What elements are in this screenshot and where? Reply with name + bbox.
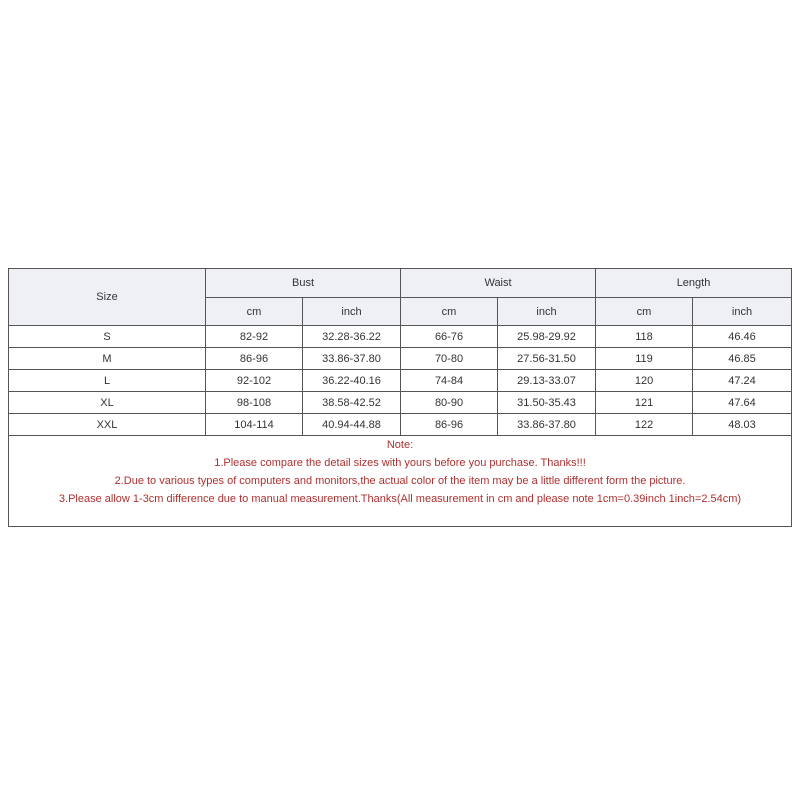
table-cell: 119: [596, 348, 693, 370]
table-cell: 80-90: [401, 392, 498, 414]
size-cell: M: [9, 348, 206, 370]
table-cell: 31.50-35.43: [498, 392, 596, 414]
unit-header: cm: [596, 298, 693, 326]
note-title: Note:: [386, 439, 414, 451]
table-cell: 47.24: [693, 370, 792, 392]
table-cell: 32.28-36.22: [303, 326, 401, 348]
table-row: [9, 326, 792, 348]
table-cell: 46.46: [693, 326, 792, 348]
size-cell: XXL: [9, 414, 206, 436]
note-line-2: 2.Due to various types of computers and monitors,the actual color of the item may be a little different form the picture.: [114, 475, 686, 487]
table-row: [9, 414, 792, 436]
table-cell: 40.94-44.88: [303, 414, 401, 436]
table-cell: 25.98-29.92: [498, 326, 596, 348]
table-cell: 36.22-40.16: [303, 370, 401, 392]
unit-header: cm: [401, 298, 498, 326]
table-cell: 66-76: [401, 326, 498, 348]
unit-header: inch: [498, 298, 596, 326]
waist-header: Waist: [401, 269, 596, 298]
size-cell: L: [9, 370, 206, 392]
bust-header: Bust: [206, 269, 401, 298]
table-cell: 122: [596, 414, 693, 436]
length-header: Length: [596, 269, 792, 298]
table-cell: 47.64: [693, 392, 792, 414]
size-cell: S: [9, 326, 206, 348]
table-cell: 98-108: [206, 392, 303, 414]
table-row: [9, 392, 792, 414]
table-cell: 29.13-33.07: [498, 370, 596, 392]
table-cell: 82-92: [206, 326, 303, 348]
table-cell: 121: [596, 392, 693, 414]
table-cell: 70-80: [401, 348, 498, 370]
note-line-3: 3.Please allow 1-3cm difference due to manual measurement.Thanks(All measurement in cm and please note 1cm=0.39inch 1inch=2.54cm): [58, 493, 742, 505]
table-row: [9, 348, 792, 370]
group-header-row: [9, 269, 792, 298]
size-table: [8, 268, 792, 527]
unit-header: cm: [206, 298, 303, 326]
unit-header: inch: [693, 298, 792, 326]
table-cell: 48.03: [693, 414, 792, 436]
table-cell: 38.58-42.52: [303, 392, 401, 414]
table-cell: 74-84: [401, 370, 498, 392]
table-cell: 33.86-37.80: [498, 414, 596, 436]
unit-header: inch: [303, 298, 401, 326]
table-cell: 27.56-31.50: [498, 348, 596, 370]
size-chart: [8, 268, 791, 527]
size-header: Size: [9, 269, 206, 326]
table-cell: 33.86-37.80: [303, 348, 401, 370]
table-cell: 86-96: [401, 414, 498, 436]
table-cell: 92-102: [206, 370, 303, 392]
table-cell: 120: [596, 370, 693, 392]
note-cell: [9, 436, 792, 527]
table-row: [9, 370, 792, 392]
table-cell: 86-96: [206, 348, 303, 370]
table-cell: 46.85: [693, 348, 792, 370]
size-cell: XL: [9, 392, 206, 414]
note-line-1: 1.Please compare the detail sizes with yours before you purchase. Thanks!!!: [214, 457, 586, 469]
table-cell: 104-114: [206, 414, 303, 436]
table-cell: 118: [596, 326, 693, 348]
note-row: [9, 436, 792, 527]
